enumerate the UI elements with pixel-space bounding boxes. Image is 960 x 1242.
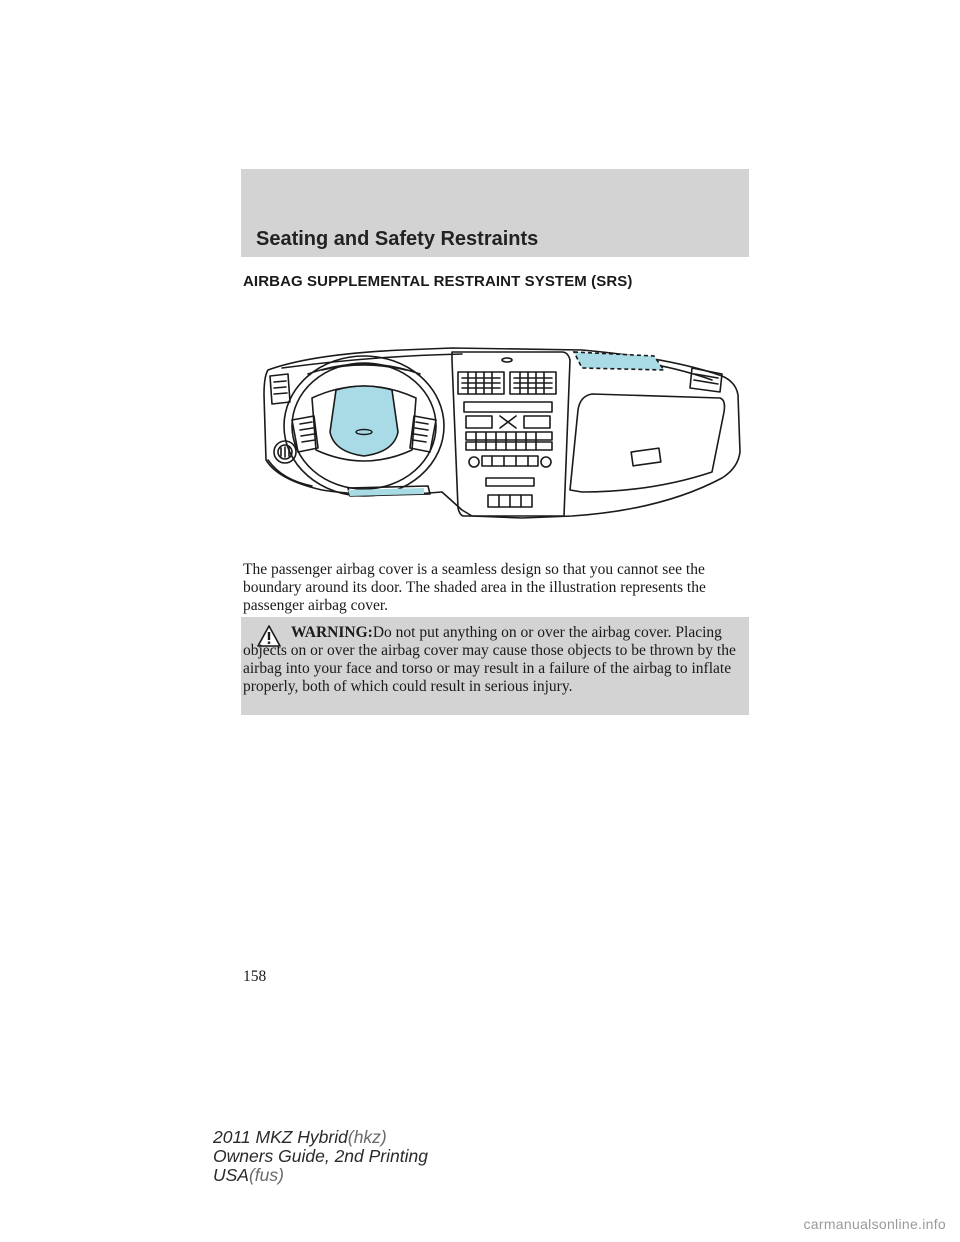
footer-model: 2011 MKZ Hybrid: [213, 1127, 348, 1147]
section-header-bar: [241, 169, 749, 257]
footer-market-code: (fus): [248, 1165, 284, 1185]
passenger-airbag-cover: [574, 352, 664, 370]
page-number: 158: [243, 968, 267, 985]
driver-airbag-cover: [330, 386, 398, 456]
footer-market: USA: [213, 1165, 249, 1185]
warning-text: [243, 624, 743, 696]
footer-edition: Owners Guide, 2nd Printing: [213, 1146, 428, 1166]
document-footer: [213, 1128, 428, 1185]
warning-box: [241, 617, 749, 715]
section-header-title: Seating and Safety Restraints: [256, 228, 539, 250]
footer-model-code: (hkz): [347, 1127, 387, 1147]
warning-label: WARNING:: [291, 624, 373, 641]
watermark: carmanualsonline.info: [803, 1216, 946, 1232]
dashboard-airbag-illustration: [252, 340, 742, 530]
section-heading: AIRBAG SUPPLEMENTAL RESTRAINT SYSTEM (SRS): [243, 273, 633, 290]
warning-body: Do not put anything on or over the airbag cover. Placing objects on or over the airbag cover may cause those objects to be thrown by the airbag into your face and torso or may result in a failure of the airbag to inflate properly, both of which could result in serious injury.: [243, 624, 736, 695]
body-paragraph: The passenger airbag cover is a seamless design so that you cannot see the boundary around its door. The shaded area in the illustration represents the passenger airbag cover.: [243, 561, 706, 614]
